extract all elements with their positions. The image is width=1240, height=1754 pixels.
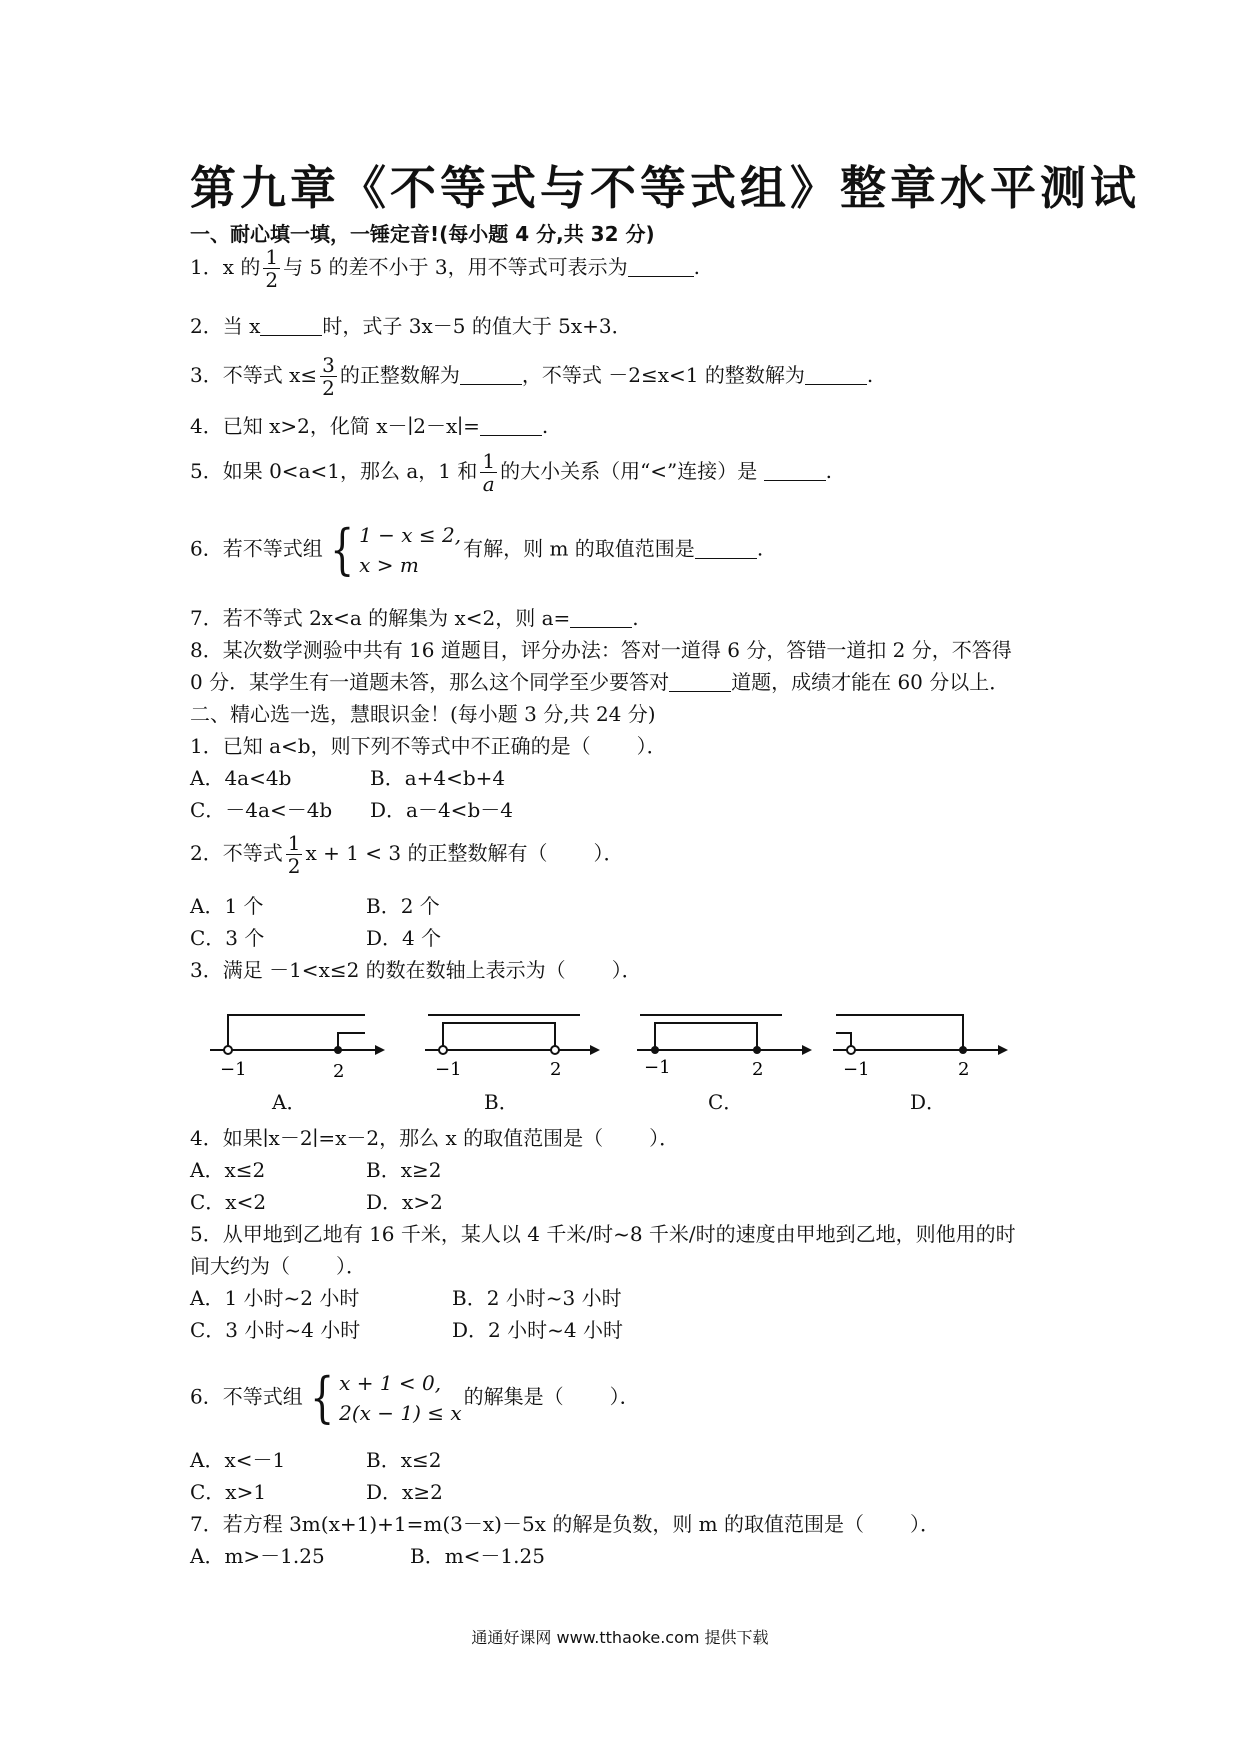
s2q7-option-a[interactable]: A．m>－1.25	[190, 1544, 325, 1568]
numberline-label-d: D．	[910, 1090, 947, 1114]
s2q5-options-row1	[190, 1286, 622, 1310]
s2q1-options-row1	[190, 766, 505, 790]
s1-question-8-line1: 8．某次数学测验中共有 16 道题目，评分办法：答对一道得 6 分，答错一道扣 2 分，不答得	[190, 638, 1012, 662]
q6-row2: x > m	[359, 553, 419, 577]
q6-end: .	[756, 536, 764, 561]
q6-brace: {	[329, 518, 354, 581]
s2q4-option-a[interactable]: A．x≤2	[190, 1158, 266, 1182]
nl-a-tick-left: −1	[220, 1059, 247, 1080]
page-title: 第九章《不等式与不等式组》整章水平测试	[190, 161, 1140, 215]
q1-frac-num: 1	[265, 245, 279, 269]
numberline-option-b[interactable]	[420, 1005, 600, 1089]
s2q2-frac-den: 2	[287, 854, 301, 878]
q3-frac-num: 3	[322, 353, 335, 377]
s2q2-text-b: x + 1 < 3 的正整数解有（	[305, 841, 548, 865]
q6-system	[325, 520, 461, 580]
numberline-option-c[interactable]	[632, 1005, 812, 1089]
s2q4-options-row1	[190, 1158, 441, 1182]
nl-d-tick-right: 2	[958, 1059, 970, 1080]
q1-fraction	[263, 246, 280, 291]
s2q1-stem: 1．已知 a<b，则下列不等式中不正确的是（	[190, 734, 591, 758]
s1-question-5	[190, 450, 832, 495]
q4-end: .	[541, 414, 549, 438]
s2q6-option-c[interactable]: C．x>1	[190, 1480, 267, 1504]
nl-c-tick-left: −1	[644, 1057, 671, 1078]
section1-heading: 一、耐心填一填，一锤定音!(每小题 4 分,共 32 分)	[190, 222, 655, 246]
s2q6-option-d[interactable]: D．x≥2	[366, 1480, 443, 1504]
q3-blank-2[interactable]	[805, 366, 867, 385]
numberline-label-c: C．	[708, 1090, 744, 1114]
q3-text-c: ，不等式 －2≤x<1 的整数解为	[521, 363, 805, 387]
s2q1-option-d[interactable]: D．a－4<b－4	[370, 798, 513, 822]
q3-frac-den: 2	[322, 376, 335, 400]
s2-question-7	[190, 1512, 940, 1536]
s2q2-option-c[interactable]: C．3 个	[190, 926, 265, 950]
q3-text-b: 的正整数解为	[339, 363, 460, 387]
s1-question-3	[190, 354, 873, 399]
s2q6-option-a[interactable]: A．x<－1	[190, 1448, 286, 1472]
numberline-label-b: B．	[484, 1090, 519, 1114]
s2q7-options-row1	[190, 1544, 545, 1568]
numberline-option-d[interactable]	[828, 1005, 1008, 1089]
q6-text-a: 6．若不等式组	[190, 536, 323, 561]
numberline-option-a[interactable]	[205, 1005, 385, 1089]
s2q7-close: ）．	[910, 1512, 940, 1536]
s2q6-row2: 2(x − 1) ≤ x	[339, 1401, 462, 1425]
s2q5-close: ）．	[336, 1254, 366, 1278]
q1-blank[interactable]	[628, 258, 694, 277]
q6-row1: 1 − x ≤ 2,	[359, 523, 462, 547]
q5-frac-num: 1	[482, 449, 496, 473]
nl-b-tick-left: −1	[435, 1059, 462, 1080]
q6-text-b: 有解，则 m 的取值范围是	[463, 536, 695, 561]
s2q6-row1: x + 1 < 0,	[339, 1371, 442, 1395]
q1-text-b: 与 5 的差不小于 3，用不等式可表示为	[283, 255, 628, 279]
s1-question-7	[190, 606, 639, 630]
s2q4-option-b[interactable]: B．x≥2	[366, 1158, 442, 1182]
s2q2-option-a[interactable]: A．1 个	[190, 894, 264, 918]
s2q4-options-row2	[190, 1190, 443, 1214]
q7-text-a: 7．若不等式 2x<a 的解集为 x<2，则 a=	[190, 606, 571, 630]
s2q2-options-row1	[190, 894, 440, 918]
q3-fraction	[320, 354, 337, 399]
q5-frac-den: a	[482, 472, 495, 496]
q1-text-a: 1．x 的	[190, 255, 261, 279]
q3-end: .	[866, 363, 874, 387]
s1-question-2	[190, 314, 632, 338]
s2-question-6	[190, 1368, 640, 1428]
s2q4-stem: 4．如果∣x－2∣=x－2，那么 x 的取值范围是（	[190, 1126, 604, 1150]
q2-text-b: 时，式子 3x－5 的值大于 5x+3．	[322, 314, 632, 338]
page-footer: 通通好课网 www.tthaoke.com 提供下载	[471, 1628, 769, 1647]
s2-question-1	[190, 734, 667, 758]
q4-blank[interactable]	[480, 417, 542, 436]
s2q6-text-a: 6．不等式组	[190, 1384, 303, 1409]
s2q2-option-d[interactable]: D．4 个	[366, 926, 442, 950]
q8-blank[interactable]	[669, 673, 731, 692]
s2q2-close: ）．	[593, 841, 624, 865]
q1-frac-den: 2	[265, 268, 279, 292]
q2-text-a: 2．当 x	[190, 314, 261, 338]
section2-heading: 二、精心选一选，慧眼识金！(每小题 3 分,共 24 分)	[190, 702, 656, 726]
q7-blank[interactable]	[570, 609, 632, 628]
s2q2-options-row2	[190, 926, 441, 950]
s1-question-4	[190, 414, 548, 438]
s2q3-close: ）．	[611, 958, 642, 982]
s2q2-text-a: 2．不等式	[190, 841, 283, 865]
s1-question-1	[190, 246, 700, 291]
s2q7-option-b[interactable]: B．m<－1.25	[410, 1544, 545, 1568]
s2q6-brace: {	[309, 1366, 334, 1429]
s2q6-system	[305, 1368, 462, 1428]
s2q7-stem: 7．若方程 3m(x+1)+1=m(3－x)－5x 的解是负数，则 m 的取值范围是（	[190, 1512, 864, 1536]
s2-question-3	[190, 958, 642, 982]
s2-question-5-line1: 5．从甲地到乙地有 16 千米，某人以 4 千米/时~8 千米/时的速度由甲地到乙地，则他用的时	[190, 1222, 1016, 1246]
s2q6-option-b[interactable]: B．x≤2	[366, 1448, 442, 1472]
s2-question-2	[190, 832, 624, 877]
s2q3-stem: 3．满足 －1<x≤2 的数在数轴上表示为（	[190, 958, 566, 982]
s2q1-option-b[interactable]: B．a+4<b+4	[370, 766, 506, 790]
s2q6-options-row1	[190, 1448, 441, 1472]
s2q5-option-d[interactable]: D．2 小时~4 小时	[452, 1318, 623, 1342]
q5-text-a: 5．如果 0<a<1，那么 a，1 和	[190, 459, 478, 483]
nl-a-tick-right: 2	[333, 1061, 345, 1082]
q8-text-c: 道题，成绩才能在 60 分以上．	[731, 670, 1010, 694]
nl-b-tick-right: 2	[550, 1059, 562, 1080]
q4-text-a: 4．已知 x>2，化简 x－∣2－x∣=	[190, 414, 480, 438]
q5-blank[interactable]	[764, 462, 826, 481]
s2q1-close: ）．	[636, 734, 667, 758]
q3-text-a: 3．不等式 x≤	[190, 363, 318, 387]
s2q5-text-b: 间大约为（	[190, 1254, 290, 1278]
nl-c-tick-right: 2	[752, 1059, 764, 1080]
q5-fraction	[480, 450, 497, 495]
q8-text-b: 0 分．某学生有一道题未答，那么这个同学至少要答对	[190, 670, 670, 694]
s2q4-option-c[interactable]: C．x<2	[190, 1190, 267, 1214]
s2q6-close: ）．	[609, 1384, 640, 1409]
s2-question-5-line2	[190, 1254, 366, 1278]
nl-d-tick-left: −1	[843, 1059, 870, 1080]
s1-question-8-line2	[190, 670, 1009, 694]
q3-blank-1[interactable]	[460, 366, 522, 385]
s2q1-option-c[interactable]: C．－4a<－4b	[190, 798, 333, 822]
s2q1-option-a[interactable]: A．4a<4b	[190, 766, 292, 790]
s2q4-option-d[interactable]: D．x>2	[366, 1190, 443, 1214]
s2q2-fraction	[286, 832, 303, 877]
s2q6-options-row2	[190, 1480, 443, 1504]
q5-text-b: 的大小关系（用“<”连接）是	[500, 459, 758, 483]
s1-question-6	[190, 520, 763, 580]
s2-question-4	[190, 1126, 679, 1150]
q2-blank[interactable]	[260, 317, 322, 336]
s2q5-options-row2	[190, 1318, 623, 1342]
s2q5-option-b[interactable]: B．2 小时~3 小时	[452, 1286, 622, 1310]
s2q1-options-row2	[190, 798, 513, 822]
q6-blank[interactable]	[695, 540, 757, 559]
s2q4-close: ）．	[649, 1126, 680, 1150]
s2q2-frac-num: 1	[287, 831, 301, 855]
s2q6-text-b: 的解集是（	[463, 1384, 564, 1409]
q1-end: .	[693, 255, 700, 279]
s2q5-option-c[interactable]: C．3 小时~4 小时	[190, 1318, 361, 1342]
numberline-label-a: A．	[272, 1090, 307, 1114]
q7-end: .	[632, 606, 639, 630]
s2q5-option-a[interactable]: A．1 小时~2 小时	[190, 1286, 360, 1310]
s2q2-option-b[interactable]: B．2 个	[366, 894, 440, 918]
q5-end: .	[825, 459, 833, 483]
